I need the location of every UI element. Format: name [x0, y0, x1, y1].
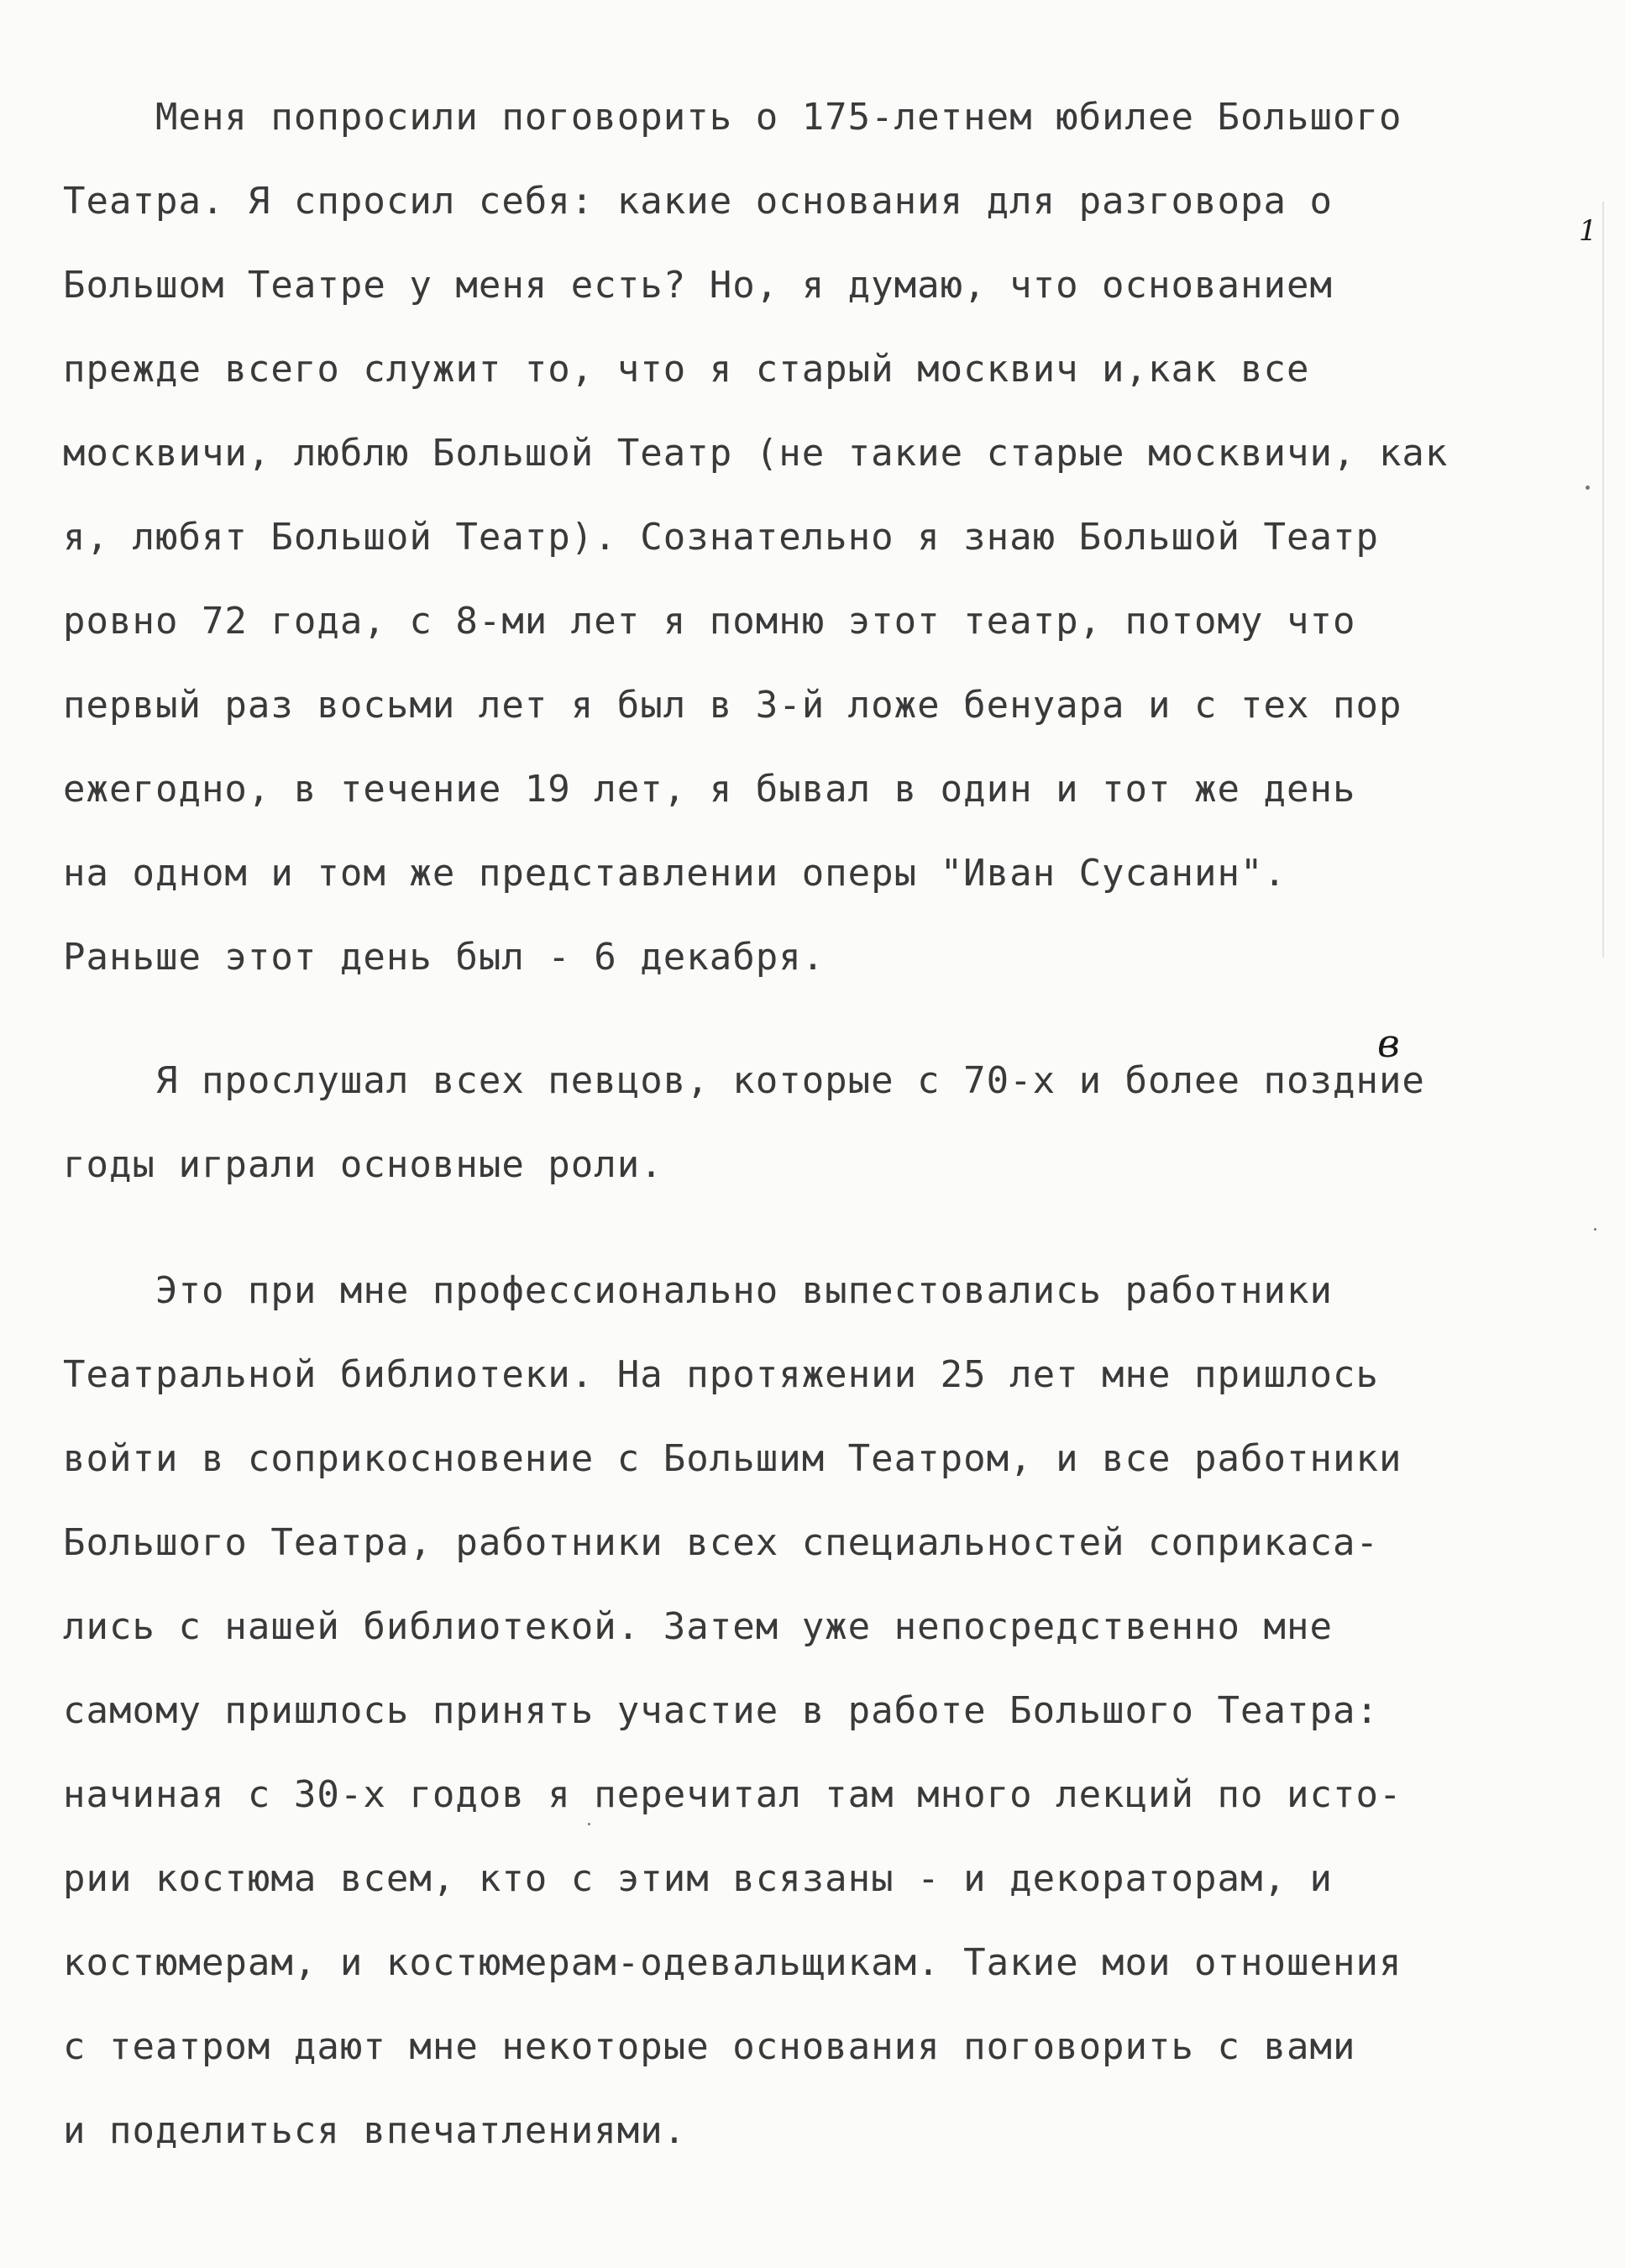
paragraph-1-line-2: Театра. Я спросил себя: какие основания для разговора о	[63, 180, 1333, 223]
paragraph-3-line-2: Театральной библиотеки. На протяжении 25 лет мне пришлось	[63, 1353, 1379, 1396]
paragraph-1-line-4: прежде всего служит то, что я старый москвич и,как все	[63, 348, 1310, 391]
handwritten-insertion: в	[1377, 1021, 1400, 1066]
page-number: 1	[1579, 214, 1597, 248]
page-right-edge-line	[1602, 202, 1604, 958]
paragraph-1-line-3: Большом Театре у меня есть? Но, я думаю, что основанием	[63, 264, 1333, 307]
paragraph-1-line-11: Раньше этот день был - 6 декабря.	[63, 936, 826, 979]
paragraph-3-line-6: самому пришлось принять участие в работе Большого Театра:	[63, 1689, 1379, 1732]
paragraph-1-line-6: я, любят Большой Театр). Сознательно я знаю Большой Театр	[63, 516, 1379, 559]
paragraph-3-line-1: Это при мне профессионально выпестовались работники	[63, 1269, 1333, 1312]
scan-speck	[1594, 1228, 1596, 1231]
paragraph-2-line-2: годы играли основные роли.	[63, 1143, 663, 1186]
paragraph-1-line-10: на одном и том же представлении оперы "Иван Сусанин".	[63, 852, 1287, 895]
paragraph-1-line-9: ежегодно, в течение 19 лет, я бывал в один и тот же день	[63, 768, 1356, 811]
paragraph-1-line-5: москвичи, люблю Большой Театр (не такие старые москвичи, как	[63, 432, 1449, 475]
scan-speck	[1586, 486, 1590, 490]
paragraph-3-line-5: лись с нашей библиотекой. Затем уже непосредственно мне	[63, 1605, 1333, 1648]
paragraph-1-line-8: первый раз восьми лет я был в 3-й ложе бенуара и с тех пор	[63, 684, 1402, 727]
paragraph-3-line-11: и поделиться впечатлениями.	[63, 2109, 687, 2152]
paragraph-3-line-7: начиная с 30-х годов я перечитал там много лекций по исто-	[63, 1773, 1402, 1816]
paragraph-1-line-7: ровно 72 года, с 8-ми лет я помню этот театр, потому что	[63, 600, 1356, 643]
paragraph-3-line-4: Большого Театра, работники всех специальностей соприкаса-	[63, 1521, 1379, 1564]
paragraph-3-line-10: с театром дают мне некоторые основания поговорить с вами	[63, 2025, 1356, 2068]
paragraph-2-line-1: Я прослушал всех певцов, которые с 70-х и более поздние	[63, 1059, 1425, 1102]
paragraph-3-line-3: войти в соприкосновение с Большим Театром, и все работники	[63, 1437, 1402, 1480]
paragraph-1-line-1: Меня попросили поговорить о 175-летнем юбилее Большого	[63, 96, 1402, 139]
paragraph-3-line-8: рии костюма всем, кто с этим всязаны - и декораторам, и	[63, 1857, 1333, 1900]
paragraph-3-line-9: костюмерам, и костюмерам-одевальщикам. Такие мои отношения	[63, 1941, 1402, 1984]
scan-speck	[588, 1823, 590, 1825]
